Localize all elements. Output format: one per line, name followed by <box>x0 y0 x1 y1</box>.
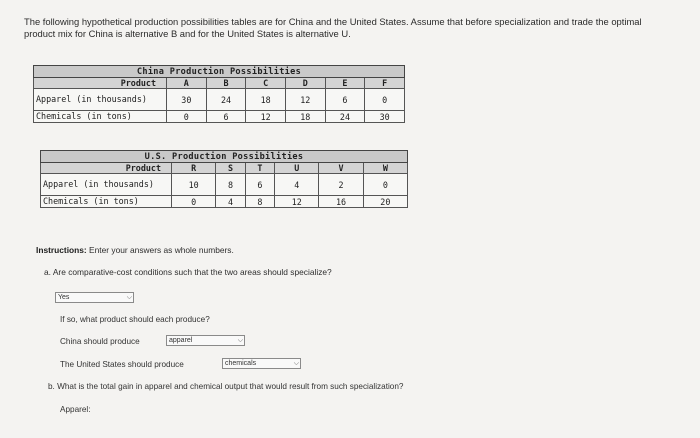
us-col-s: S <box>216 163 245 174</box>
table-cell: 0 <box>167 111 207 123</box>
us-should-label: The United States should produce <box>60 360 184 369</box>
table-cell: 2 <box>319 174 363 196</box>
table-cell: 12 <box>246 111 286 123</box>
table-cell: 18 <box>285 111 325 123</box>
us-col-r: R <box>172 163 216 174</box>
us-product-header: Product <box>41 163 172 174</box>
table-row <box>34 111 405 123</box>
specialize-select-value: Yes <box>58 294 70 301</box>
question-b: b. What is the total gain in apparel and chemical output that would result from such specialization? <box>48 382 404 391</box>
table-row <box>41 174 408 196</box>
problem-intro: The following hypothetical production possibilities tables are for China and the United States. Assume that before specialization and trade the optimal product mix for China is alternative B and for the United States is alternative U. <box>24 16 642 39</box>
table-cell: 6 <box>245 174 274 196</box>
specialize-select[interactable] <box>55 292 134 303</box>
chevron-down-icon: ⌵ <box>237 337 243 344</box>
us-col-v: V <box>319 163 363 174</box>
instructions-text: Enter your answers as whole numbers. <box>86 245 234 255</box>
us-chemicals-label: Chemicals (in tons) <box>41 196 172 208</box>
china-production-table <box>33 65 405 123</box>
table-cell: 18 <box>246 89 286 111</box>
table-cell: 24 <box>325 111 365 123</box>
china-product-select-value: apparel <box>169 337 193 344</box>
us-table-title: U.S. Production Possibilities <box>41 151 408 163</box>
china-col-d: D <box>285 78 325 89</box>
table-cell: 30 <box>365 111 405 123</box>
china-col-c: C <box>246 78 286 89</box>
us-col-t: T <box>245 163 274 174</box>
china-table-title: China Production Possibilities <box>34 66 405 78</box>
china-col-b: B <box>206 78 246 89</box>
china-col-f: F <box>365 78 405 89</box>
apparel-answer-label: Apparel: <box>60 405 91 414</box>
us-col-w: W <box>363 163 407 174</box>
table-cell: 0 <box>363 174 407 196</box>
china-product-header: Product <box>34 78 167 89</box>
us-product-select-value: chemicals <box>225 360 257 367</box>
table-cell: 20 <box>363 196 407 208</box>
instructions-bold: Instructions: <box>36 245 87 255</box>
table-cell: 12 <box>285 89 325 111</box>
us-col-u: U <box>275 163 319 174</box>
table-cell: 10 <box>172 174 216 196</box>
us-product-select[interactable] <box>222 358 301 369</box>
instructions <box>36 245 234 255</box>
us-apparel-label: Apparel (in thousands) <box>41 174 172 196</box>
table-cell: 16 <box>319 196 363 208</box>
table-cell: 24 <box>206 89 246 111</box>
question-a: a. Are comparative-cost conditions such that the two areas should specialize? <box>44 267 332 277</box>
table-cell: 6 <box>206 111 246 123</box>
china-apparel-label: Apparel (in thousands) <box>34 89 167 111</box>
table-cell: 0 <box>172 196 216 208</box>
us-production-table <box>40 150 408 208</box>
china-product-select[interactable] <box>166 335 245 346</box>
table-cell: 8 <box>245 196 274 208</box>
table-cell: 4 <box>216 196 245 208</box>
table-cell: 8 <box>216 174 245 196</box>
table-cell: 30 <box>167 89 207 111</box>
chevron-down-icon: ⌵ <box>126 294 132 301</box>
china-should-label: China should produce <box>60 337 140 346</box>
table-cell: 12 <box>275 196 319 208</box>
china-col-a: A <box>167 78 207 89</box>
chevron-down-icon: ⌵ <box>293 360 299 367</box>
table-cell: 4 <box>275 174 319 196</box>
table-row <box>41 196 408 208</box>
table-cell: 6 <box>325 89 365 111</box>
china-chemicals-label: Chemicals (in tons) <box>34 111 167 123</box>
china-col-e: E <box>325 78 365 89</box>
table-row <box>34 89 405 111</box>
if-so-text: If so, what product should each produce? <box>60 315 210 324</box>
table-cell: 0 <box>365 89 405 111</box>
